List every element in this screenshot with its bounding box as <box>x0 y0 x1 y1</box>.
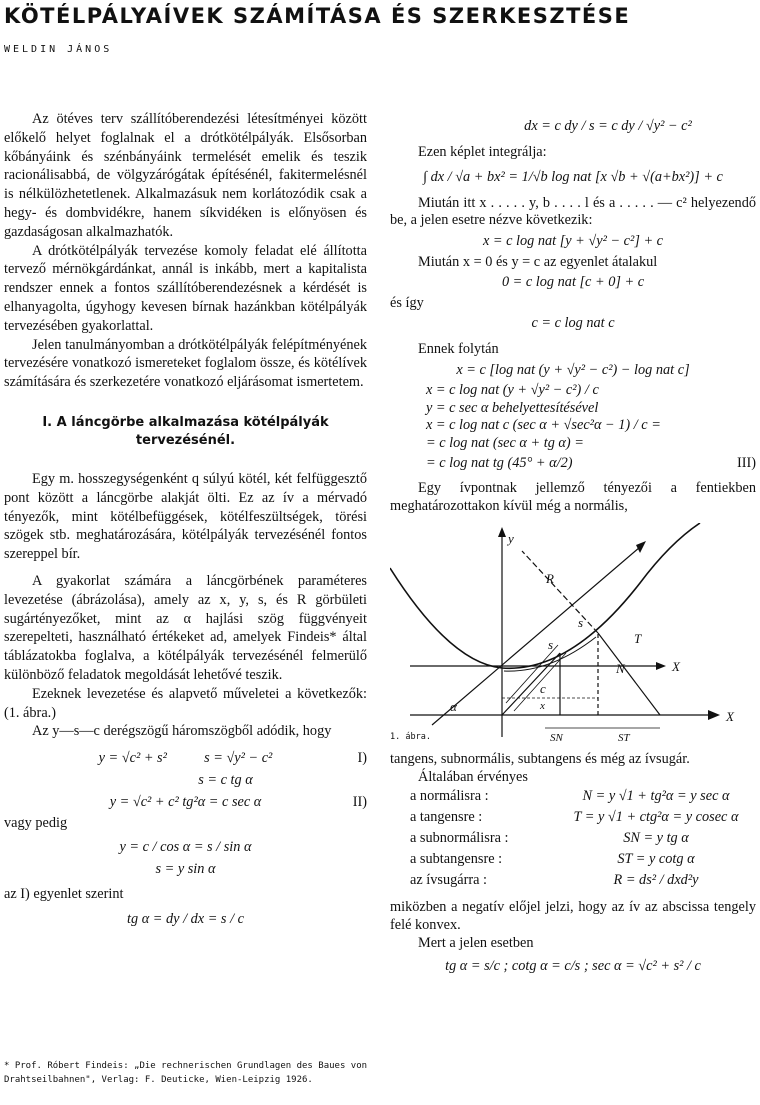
formula-label: a subtangensre : <box>410 851 503 868</box>
paragraph: miközben a negatív előjel jelzi, hogy az ív az abscissa tengely felé konvex. <box>390 899 756 934</box>
label-s: s <box>578 615 584 631</box>
formula-equation: T = y √1 + ctg²α = y cosec α <box>573 809 739 826</box>
left-column <box>4 110 367 931</box>
catenary-curve <box>390 523 700 668</box>
hatch-line <box>506 645 558 703</box>
paragraph: Ezen képlet integrálja: <box>418 143 547 160</box>
equation: x = c log nat c (sec α + √sec²α − 1) / c = <box>426 417 661 434</box>
article-author: WELDIN JÁNOS <box>4 44 113 55</box>
label-s: s <box>548 637 554 653</box>
arrow-icon <box>708 710 720 720</box>
paragraph: Mert a jelen esetben <box>418 934 534 951</box>
paragraph: Az y—s—c derégszögű háromszögből adódik, hogy <box>32 723 332 740</box>
paragraph: Az ötéves terv szállítóberendezési létesítményei között előkelő helyet foglalnak el a drótkötélpályák. Elsősorban kőbányáink és szénbányáink termelését emelik és teszik racionálisabbá, de völgyzárógátak építésénél, fakitermelésnél is nélkülözhetetlenek. Alkalmazásuk nem korlátozódik csak a hegy- és dombvidékre, hanem síkvidéken is előnyösen és gazdaságosan alkalmazhatók. <box>4 111 367 240</box>
equation-tag: II) <box>352 793 367 810</box>
equation-row-2 <box>4 793 367 812</box>
equation: y = √c² + c² tg²α = c sec α <box>109 793 262 810</box>
paragraph: Egy m. hosszegységenként q súlyú kötél, két felfüggesztő pont között a láncgörbe alakját ölti. Ez az ív a mérvadó tényezők, mint kötélbefüggések, kötélfeszültségek, törési szögek stb. meghatározására, kötélpályák tervezésénél fontos szereppel bír. <box>4 470 367 563</box>
paragraph: Általában érvényes <box>418 768 528 785</box>
formula-label: a tangensre : <box>410 809 483 826</box>
equation: s = c tg α <box>198 771 253 788</box>
equation: ∫ dx / √a + bx² = 1/√b log nat [x √b + √(a+bx²)] + c <box>423 169 723 186</box>
paragraph: tangens, subnormális, subtangens és még az ívsugár. <box>390 751 690 768</box>
figure-1 <box>390 523 756 743</box>
equation: s = y sin α <box>155 861 216 878</box>
equation-tag: I) <box>357 750 367 767</box>
label-x-small: x <box>540 700 545 713</box>
equation: = c log nat tg (45° + α/2) <box>426 454 573 471</box>
formula-equation: N = y √1 + tg²α = y sec α <box>582 788 730 805</box>
equation-group-1 <box>4 749 367 768</box>
formula-row <box>390 828 756 849</box>
paragraph: Egy ívpontnak jellemző tényezői a fentiekben meghatározottakon kívül még a normális, <box>390 480 756 514</box>
catenary-diagram <box>390 523 756 743</box>
arrow-icon <box>656 662 666 670</box>
label-st: ST <box>618 732 630 744</box>
equation: x = c log nat [y + √y² − c²] + c <box>482 232 664 249</box>
arrow-icon <box>498 527 506 537</box>
formula-row <box>390 786 756 807</box>
equation: 0 = c log nat [c + 0] + c <box>501 274 645 291</box>
formula-label: a subnormálisra : <box>410 830 509 847</box>
label-x-lower: X <box>726 709 734 725</box>
text-line: vagy pedig <box>4 814 68 831</box>
label-x-upper: X <box>672 659 680 675</box>
equation: = c log nat (sec α + tg α) = <box>426 434 584 451</box>
formula-equation: ST = y cotg α <box>617 851 695 868</box>
label-n: N <box>616 661 625 677</box>
section-title: I. A láncgörbe alkalmazása kötélpályák tervezésénél. <box>42 414 329 448</box>
paragraph: Jelen tanulmányomban a drótkötélpályák felépítményének tervezésére vonatkozó ismereteket foglalom össze, és kötélívek számítására és szerkezetére vonatkozó eljárásomat ismertetem. <box>4 336 367 391</box>
equation: y = c / cos α = s / sin α <box>119 839 252 856</box>
equation: dx = c dy / s = c dy / √y² − c² <box>524 118 692 134</box>
article-title: KÖTÉLPÁLYAÍVEK SZÁMÍTÁSA ÉS SZERKESZTÉSE <box>4 4 631 28</box>
label-r: R <box>546 571 554 587</box>
formula-equation: SN = y tg α <box>623 830 689 847</box>
formula-label: az ívsugárra : <box>410 872 488 889</box>
label-c: c <box>540 681 546 697</box>
label-y: y <box>508 531 514 547</box>
label-sn: SN <box>550 732 563 744</box>
formula-row <box>390 870 756 891</box>
equation-tag: III) <box>736 454 756 471</box>
paragraph: Ezeknek levezetése és alapvető műveletei a következők: (1. ábra.) <box>4 685 367 721</box>
formula-label: a normálisra : <box>410 788 489 805</box>
formula-row <box>390 849 756 870</box>
equation: c = c log nat c <box>531 315 615 332</box>
equation: x = c log nat (y + √y² − c²) / c <box>426 382 599 399</box>
equation: x = c [log nat (y + √y² − c²) − log nat c] <box>456 361 690 378</box>
paragraph: A gyakorlat számára a láncgörbének paraméteres levezetése (ábrázolása), amely az x, y, s, és R görbületi sugártényezőket, mint az α hajlási szög függvényeit szerepelteti, használható értékeket ad, amelyek Findeis* által táblázatokba foglalva, a kötélpályák tervezésénél felmerülő különböző feladatok megoldását lehetővé teszik. <box>4 572 367 683</box>
footnote: * Prof. Róbert Findeis: „Die rechnerischen Grundlagen des Baues von Drahtseilbahnen", Verlag: F. Deuticke, Wien-Leipzig 1926. <box>4 1061 368 1085</box>
triangle-side <box>502 653 560 715</box>
paragraph: Miután itt x . . . . . y, b . . . . l és a . . . . . — c² helyezendő be, a jelen esetre nézve következik: <box>390 194 756 229</box>
label-alpha: α <box>450 699 457 715</box>
formula-equation: R = ds² / dxd²y <box>613 872 699 889</box>
formula-row <box>390 807 756 828</box>
right-column <box>390 112 756 979</box>
equation: y = √c² + s² <box>98 750 167 767</box>
paragraph: A drótkötélpályák tervezése komoly feladat elé állította tervező mérnökgárdánkat, annál is inkább, mert a kapitalista rendszer ennek a fontos szállítóberendezésnek a kérdését is elhanyagolta, úgyhogy kevesen bírnak hazánkban kötélpályák tervezésében gyakorlattal. <box>4 242 367 334</box>
paragraph: Ennek folytán <box>418 340 499 357</box>
equation: s = √y² − c² <box>204 750 273 767</box>
text-line: az I) egyenlet szerint <box>4 885 124 902</box>
paragraph: Miután x = 0 és y = c az egyenlet átalakul <box>418 253 658 270</box>
equation-row-3 <box>390 455 756 473</box>
arrow-icon <box>636 541 646 553</box>
equation: tg α = dy / dx = s / c <box>127 910 244 927</box>
equation: y = c sec α behelyettesítésével <box>426 399 599 416</box>
normal-line <box>598 633 660 715</box>
figure-caption: 1. ábra. <box>390 732 431 743</box>
formula-table <box>390 786 756 891</box>
tangent-line <box>432 547 640 725</box>
equation: tg α = s/c ; cotg α = c/s ; sec α = √c² + s² / c <box>445 958 701 975</box>
text-line: és így <box>390 294 424 311</box>
label-t: T <box>634 631 642 647</box>
